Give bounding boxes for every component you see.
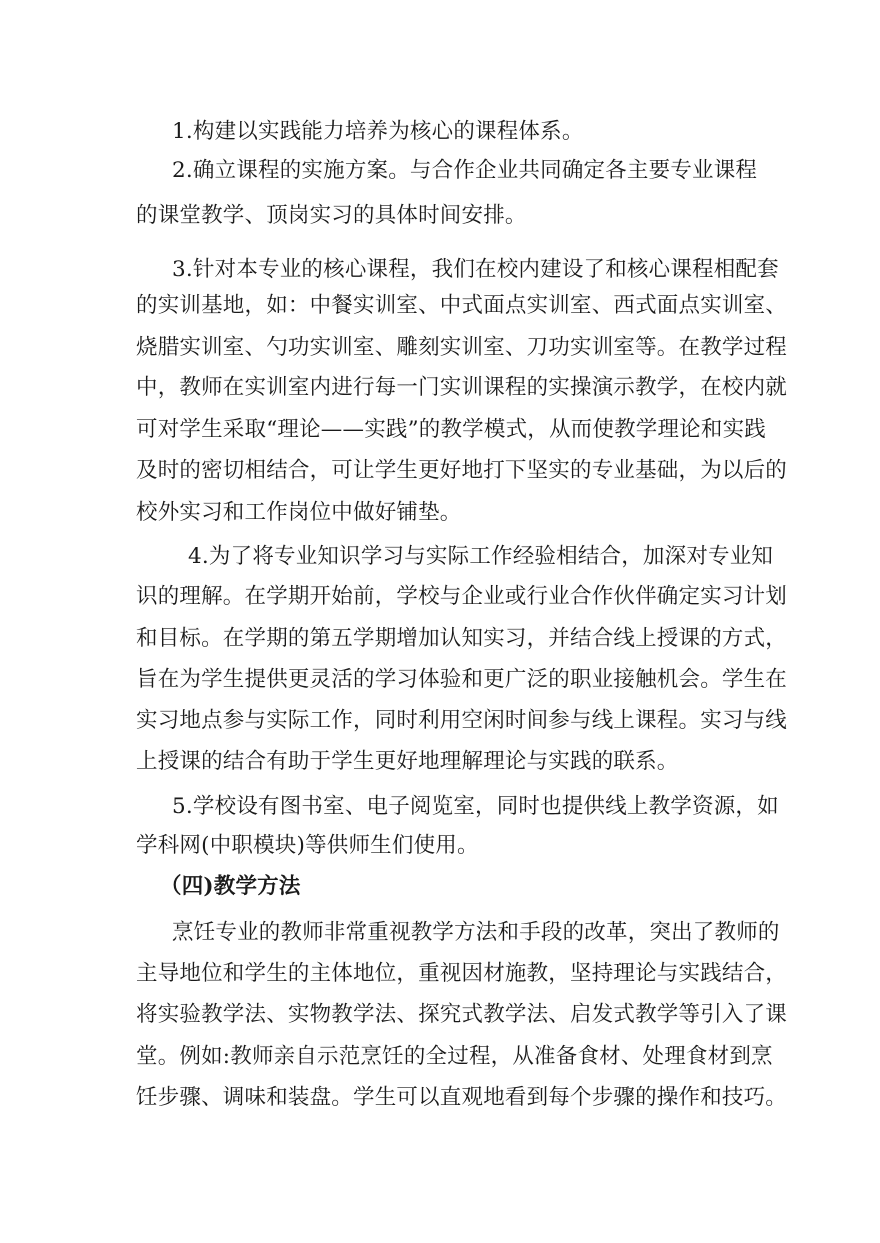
paragraph-3-line-1: 3.针对本专业的核心课程，我们在校内建设了和核心课程相配套 bbox=[172, 257, 779, 282]
paragraph-2-line-1: 2.确立课程的实施方案。与合作企业共同确定各主要专业课程 bbox=[172, 158, 758, 183]
section-heading: （四)教学方法 bbox=[160, 874, 301, 899]
paragraph-4-line-5: 实习地点参与实际工作，同时利用空闲时间参与线上课程。实习与线 bbox=[136, 708, 788, 733]
paragraph-6-line-1: 烹饪专业的教师非常重视教学方法和手段的改革，突出了教师的 bbox=[172, 920, 780, 945]
paragraph-4-line-1: 4.为了将专业知识学习与实际工作经验相结合，加深对专业知 bbox=[188, 544, 774, 569]
paragraph-3-line-3: 烧腊实训室、勺功实训室、雕刻实训室、刀功实训室等。在教学过程 bbox=[136, 335, 788, 360]
paragraph-1-line-1: 1.构建以实践能力培养为核心的课程体系。 bbox=[172, 119, 584, 144]
paragraph-3-line-7: 校外实习和工作岗位中做好铺垫。 bbox=[136, 500, 462, 525]
paragraph-3-line-4: 中，教师在实训室内进行每一门实训课程的实操演示教学，在校内就 bbox=[136, 375, 788, 400]
paragraph-6-line-5: 饪步骤、调味和装盘。学生可以直观地看到每个步骤的操作和技巧。 bbox=[136, 1085, 788, 1110]
paragraph-3-line-5: 可对学生采取“理论——实践”的教学模式，从而使教学理论和实践 bbox=[136, 417, 766, 442]
paragraph-4-line-2: 识的理解。在学期开始前，学校与企业或行业合作伙伴确定实习计划 bbox=[136, 584, 788, 609]
paragraph-6-line-2: 主导地位和学生的主体地位，重视因材施教，坚持理论与实践结合， bbox=[136, 961, 788, 986]
paragraph-3-line-6: 及时的密切相结合，可让学生更好地打下坚实的专业基础，为以后的 bbox=[136, 458, 788, 483]
paragraph-5-line-2: 学科网(中职模块)等供师生们使用。 bbox=[136, 833, 479, 858]
paragraph-5-line-1: 5.学校设有图书室、电子阅览室，同时也提供线上教学资源，如 bbox=[172, 794, 779, 819]
paragraph-4-line-3: 和目标。在学期的第五学期增加认知实习，并结合线上授课的方式， bbox=[136, 626, 788, 651]
paragraph-3-line-2: 的实训基地，如：中餐实训室、中式面点实训室、西式面点实训室、 bbox=[136, 293, 788, 318]
paragraph-6-line-3: 将实验教学法、实物教学法、探究式教学法、启发式教学等引入了课 bbox=[136, 1002, 788, 1027]
paragraph-2-line-2: 的课堂教学、顶岗实习的具体时间安排。 bbox=[136, 203, 527, 228]
paragraph-6-line-4: 堂。例如:教师亲自示范烹饪的全过程，从准备食材、处理食材到烹 bbox=[136, 1044, 773, 1069]
paragraph-4-line-6: 上授课的结合有助于学生更好地理解理论与实践的联系。 bbox=[136, 749, 679, 774]
paragraph-4-line-4: 旨在为学生提供更灵活的学习体验和更广泛的职业接触机会。学生在 bbox=[136, 667, 788, 692]
